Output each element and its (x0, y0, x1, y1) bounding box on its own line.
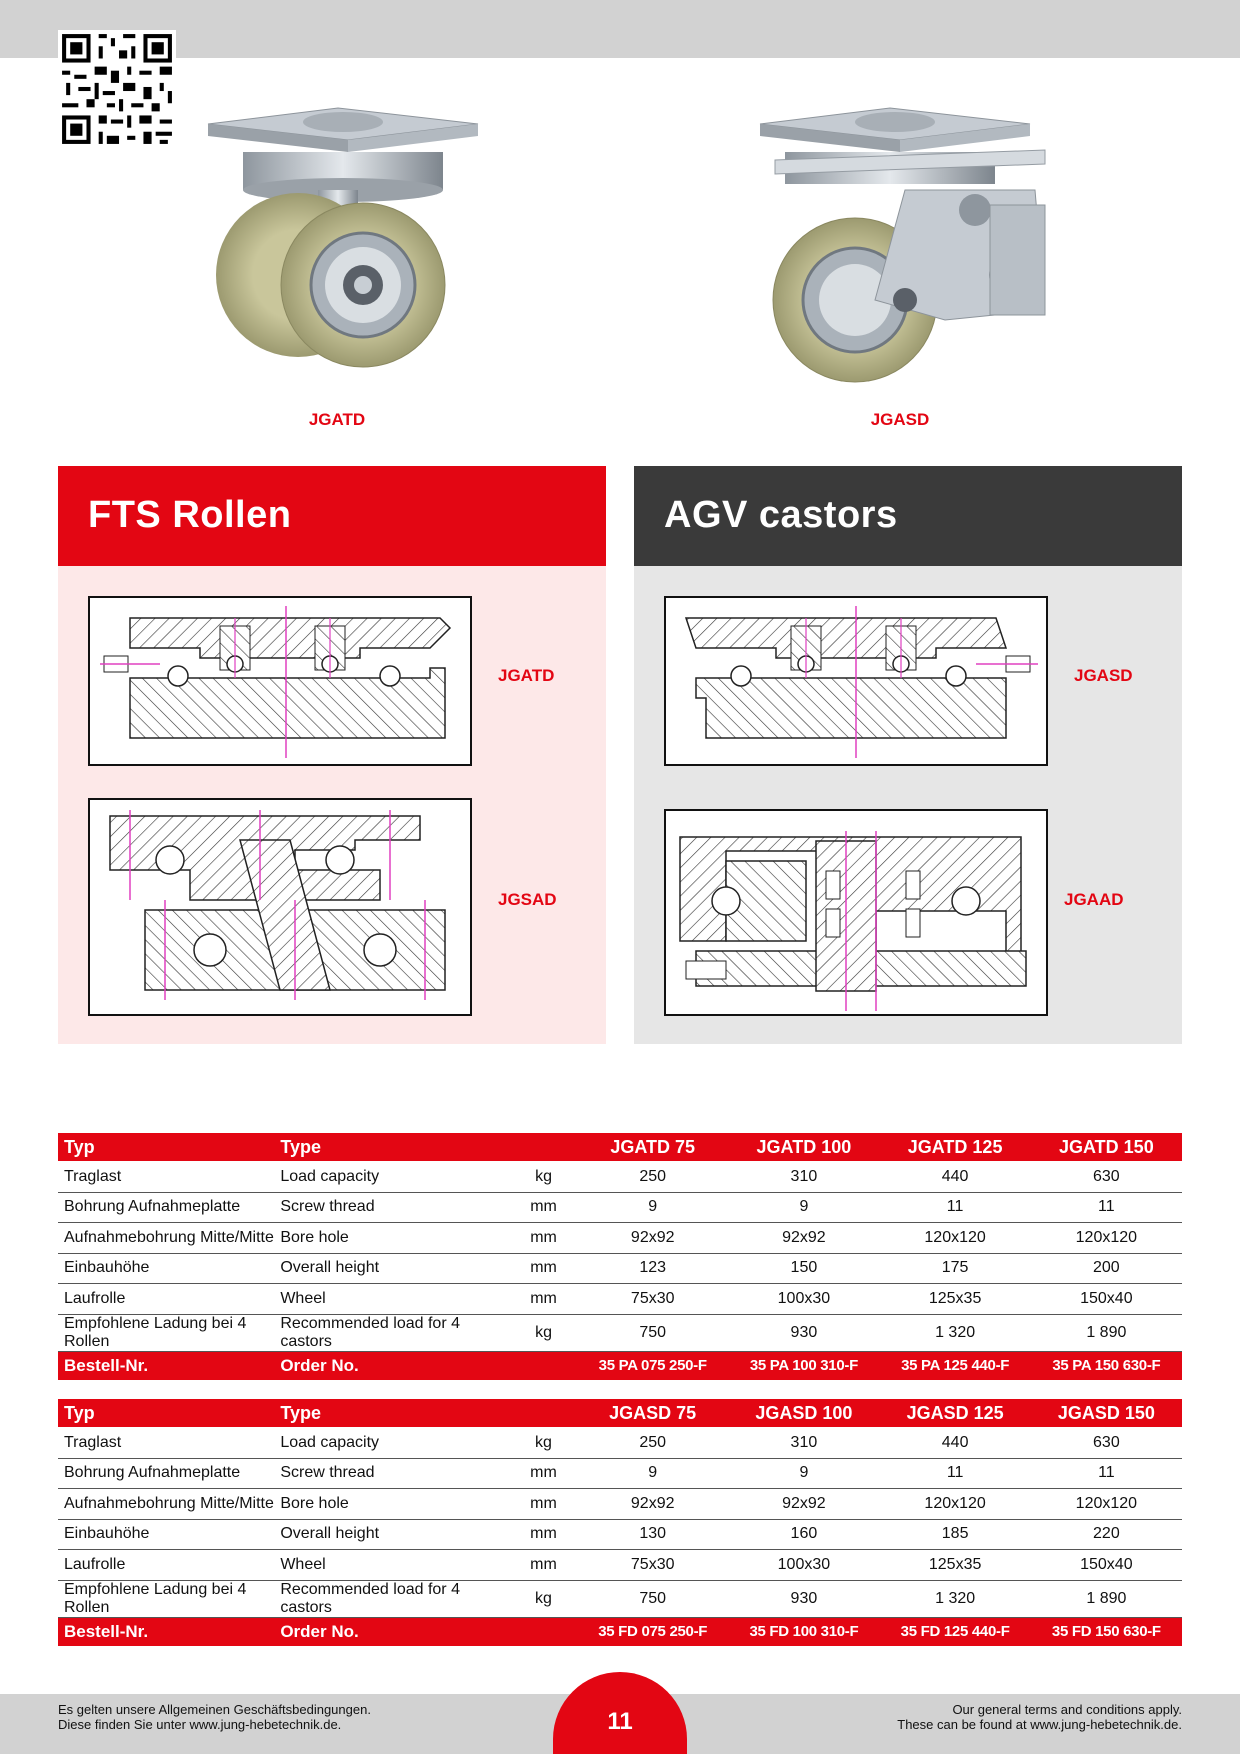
drawing-label-jgaad: JGAAD (1064, 890, 1124, 909)
table-row: Empfohlene Ladung bei 4 Rollen Recommended load for 4 castors kg 750 930 1 320 1 890 (58, 1314, 1182, 1351)
panel-body (634, 566, 1182, 1044)
qr-code-icon (58, 30, 176, 148)
spec-table-jgasd (58, 1399, 1182, 1646)
footer-terms-de: Es gelten unsere Allgemeinen Geschäftsbedingungen. Diese finden Sie unter www.jung-hebetechnik.de. (58, 1702, 371, 1732)
table-row: Empfohlene Ladung bei 4 Rollen Recommended load for 4 castors kg 750 930 1 320 1 890 (58, 1580, 1182, 1617)
panel-agv-castors (634, 466, 1182, 1044)
drawing-label-jgatd: JGATD (498, 666, 555, 685)
footer-terms-en: Our general terms and conditions apply. These can be found at www.jung-hebetechnik.de. (897, 1702, 1182, 1732)
table-row: Aufnahmebohrung Mitte/Mitte Bore hole mm 92x92 92x92 120x120 120x120 (58, 1489, 1182, 1520)
panel-header (634, 466, 1182, 566)
spec-table-jgatd (58, 1133, 1182, 1380)
panel-title: AGV castors (664, 494, 898, 536)
drawing-jgaad (664, 809, 1048, 1016)
table-row: Bohrung Aufnahmeplatte Screw thread mm 9 9 11 11 (58, 1458, 1182, 1489)
product-photo-jgatd (198, 100, 488, 390)
table-row: Laufrolle Wheel mm 75x30 100x30 125x35 150x40 (58, 1550, 1182, 1581)
table-row: Aufnahmebohrung Mitte/Mitte Bore hole mm 92x92 92x92 120x120 120x120 (58, 1223, 1182, 1254)
table-row: Laufrolle Wheel mm 75x30 100x30 125x35 150x40 (58, 1284, 1182, 1315)
table-row: Einbauhöhe Overall height mm 130 160 185 220 (58, 1519, 1182, 1550)
photo-label-jgatd: JGATD (308, 410, 366, 429)
photo-label-jgasd: JGASD (870, 410, 930, 429)
table-row: Einbauhöhe Overall height mm 123 150 175 200 (58, 1253, 1182, 1284)
drawing-jgasd (664, 596, 1048, 766)
drawing-jgatd (88, 596, 472, 766)
top-bar (0, 0, 1240, 58)
drawing-label-jgasd: JGASD (1074, 666, 1133, 685)
product-photo-jgasd (755, 100, 1055, 390)
page-number: 11 (607, 1708, 633, 1735)
table-header-row: Typ Type JGASD 75 JGASD 100 JGASD 125 JGASD 150 (58, 1399, 1182, 1428)
drawing-label-jgsad: JGSAD (498, 890, 557, 909)
table-row: Traglast Load capacity kg 250 310 440 630 (58, 1162, 1182, 1193)
drawing-jgsad (88, 798, 472, 1016)
panel-body (58, 566, 606, 1044)
panel-fts-rollen (58, 466, 606, 1044)
order-number-row: Bestell-Nr. Order No. 35 PA 075 250-F 35 PA 100 310-F 35 PA 125 440-F 35 PA 150 630-F (58, 1351, 1182, 1380)
panel-title: FTS Rollen (88, 494, 292, 536)
order-number-row: Bestell-Nr. Order No. 35 FD 075 250-F 35 FD 100 310-F 35 FD 125 440-F 35 FD 150 630-F (58, 1617, 1182, 1646)
table-row: Traglast Load capacity kg 250 310 440 630 (58, 1428, 1182, 1459)
panel-header (58, 466, 606, 566)
table-row: Bohrung Aufnahmeplatte Screw thread mm 9 9 11 11 (58, 1192, 1182, 1223)
page-number-badge (553, 1672, 687, 1754)
table-header-row: Typ Type JGATD 75 JGATD 100 JGATD 125 JGATD 150 (58, 1133, 1182, 1162)
